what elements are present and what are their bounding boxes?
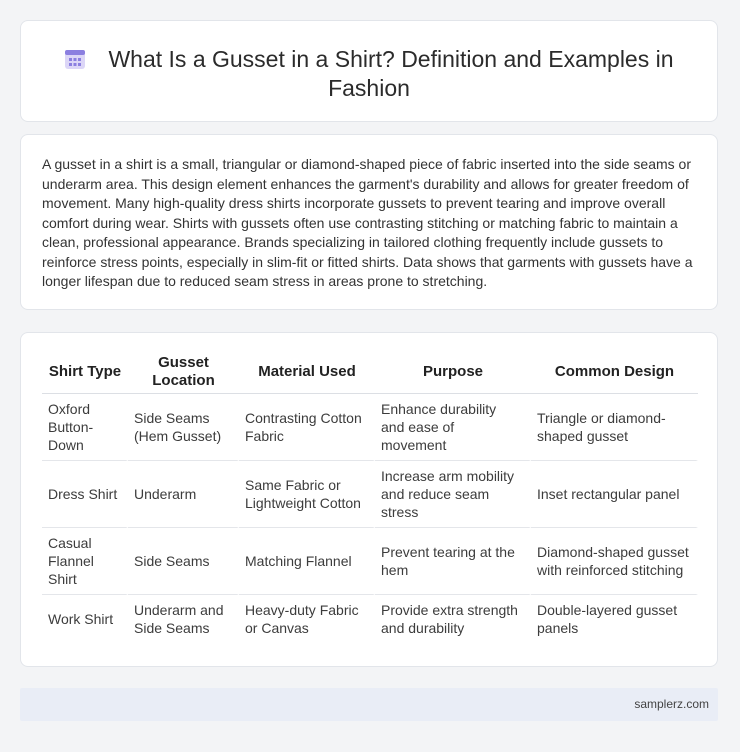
header-shirt-type: Shirt Type: [42, 351, 128, 394]
header-purpose: Purpose: [375, 351, 531, 394]
table-cell: Inset rectangular panel: [531, 461, 698, 528]
header-gusset-location: Gusset Location: [128, 351, 239, 394]
page-title: [21, 45, 717, 103]
header-material-used: Material Used: [239, 351, 375, 394]
table-row: [42, 394, 698, 461]
table-cell: Double-layered gusset panels: [531, 595, 698, 643]
page-title-text: What Is a Gusset in a Shirt? Definition and Examples in Fashion: [108, 46, 674, 101]
table-header-row: [42, 351, 698, 394]
table-cell: Prevent tearing at the hem: [375, 528, 531, 595]
table-cell: Work Shirt: [42, 595, 128, 643]
table-cell: Diamond-shaped gusset with reinforced stitching: [531, 528, 698, 595]
table-cell: Side Seams: [128, 528, 239, 595]
table-cell: Underarm: [128, 461, 239, 528]
title-card: [20, 20, 718, 122]
summary-card: [20, 134, 718, 310]
table-cell: Side Seams (Hem Gusset): [128, 394, 239, 461]
table-cell: Matching Flannel: [239, 528, 375, 595]
table-cell: Same Fabric or Lightweight Cotton: [239, 461, 375, 528]
table-cell: Provide extra strength and durability: [375, 595, 531, 643]
table-cell: Heavy-duty Fabric or Canvas: [239, 595, 375, 643]
table-cell: Oxford Button-Down: [42, 394, 128, 461]
gusset-table: [42, 351, 698, 643]
table-row: [42, 595, 698, 643]
table-cell: Increase arm mobility and reduce seam stress: [375, 461, 531, 528]
table-cell: Enhance durability and ease of movement: [375, 394, 531, 461]
table-row: [42, 528, 698, 595]
table-cell: Dress Shirt: [42, 461, 128, 528]
table-card: [20, 332, 718, 667]
table-cell: Casual Flannel Shirt: [42, 528, 128, 595]
footer-site-link[interactable]: samplerz.com: [634, 697, 709, 711]
footer-bar: [20, 688, 718, 721]
summary-paragraph: A gusset in a shirt is a small, triangular or diamond-shaped piece of fabric inserted into the side seams or underarm area. This design element enhances the garment's durability and allows for greater freedom of movement. Many high-quality dress shirts incorporate gussets to prevent tearing and improve overall comfort during wear. Shirts with gussets often use contrasting stitching or matching fabric to maintain a clean, professional appearance. Brands specializing in tailored clothing frequently include gussets to reinforce stress points, especially in slim-fit or fitted shirts. Data shows that garments with gussets have a longer lifespan due to reduced seam stress in areas prone to stretching.: [42, 156, 693, 289]
document-icon: [64, 48, 86, 70]
header-common-design: Common Design: [531, 351, 698, 394]
table-cell: Underarm and Side Seams: [128, 595, 239, 643]
table-cell: Contrasting Cotton Fabric: [239, 394, 375, 461]
table-row: [42, 461, 698, 528]
table-cell: Triangle or diamond-shaped gusset: [531, 394, 698, 461]
